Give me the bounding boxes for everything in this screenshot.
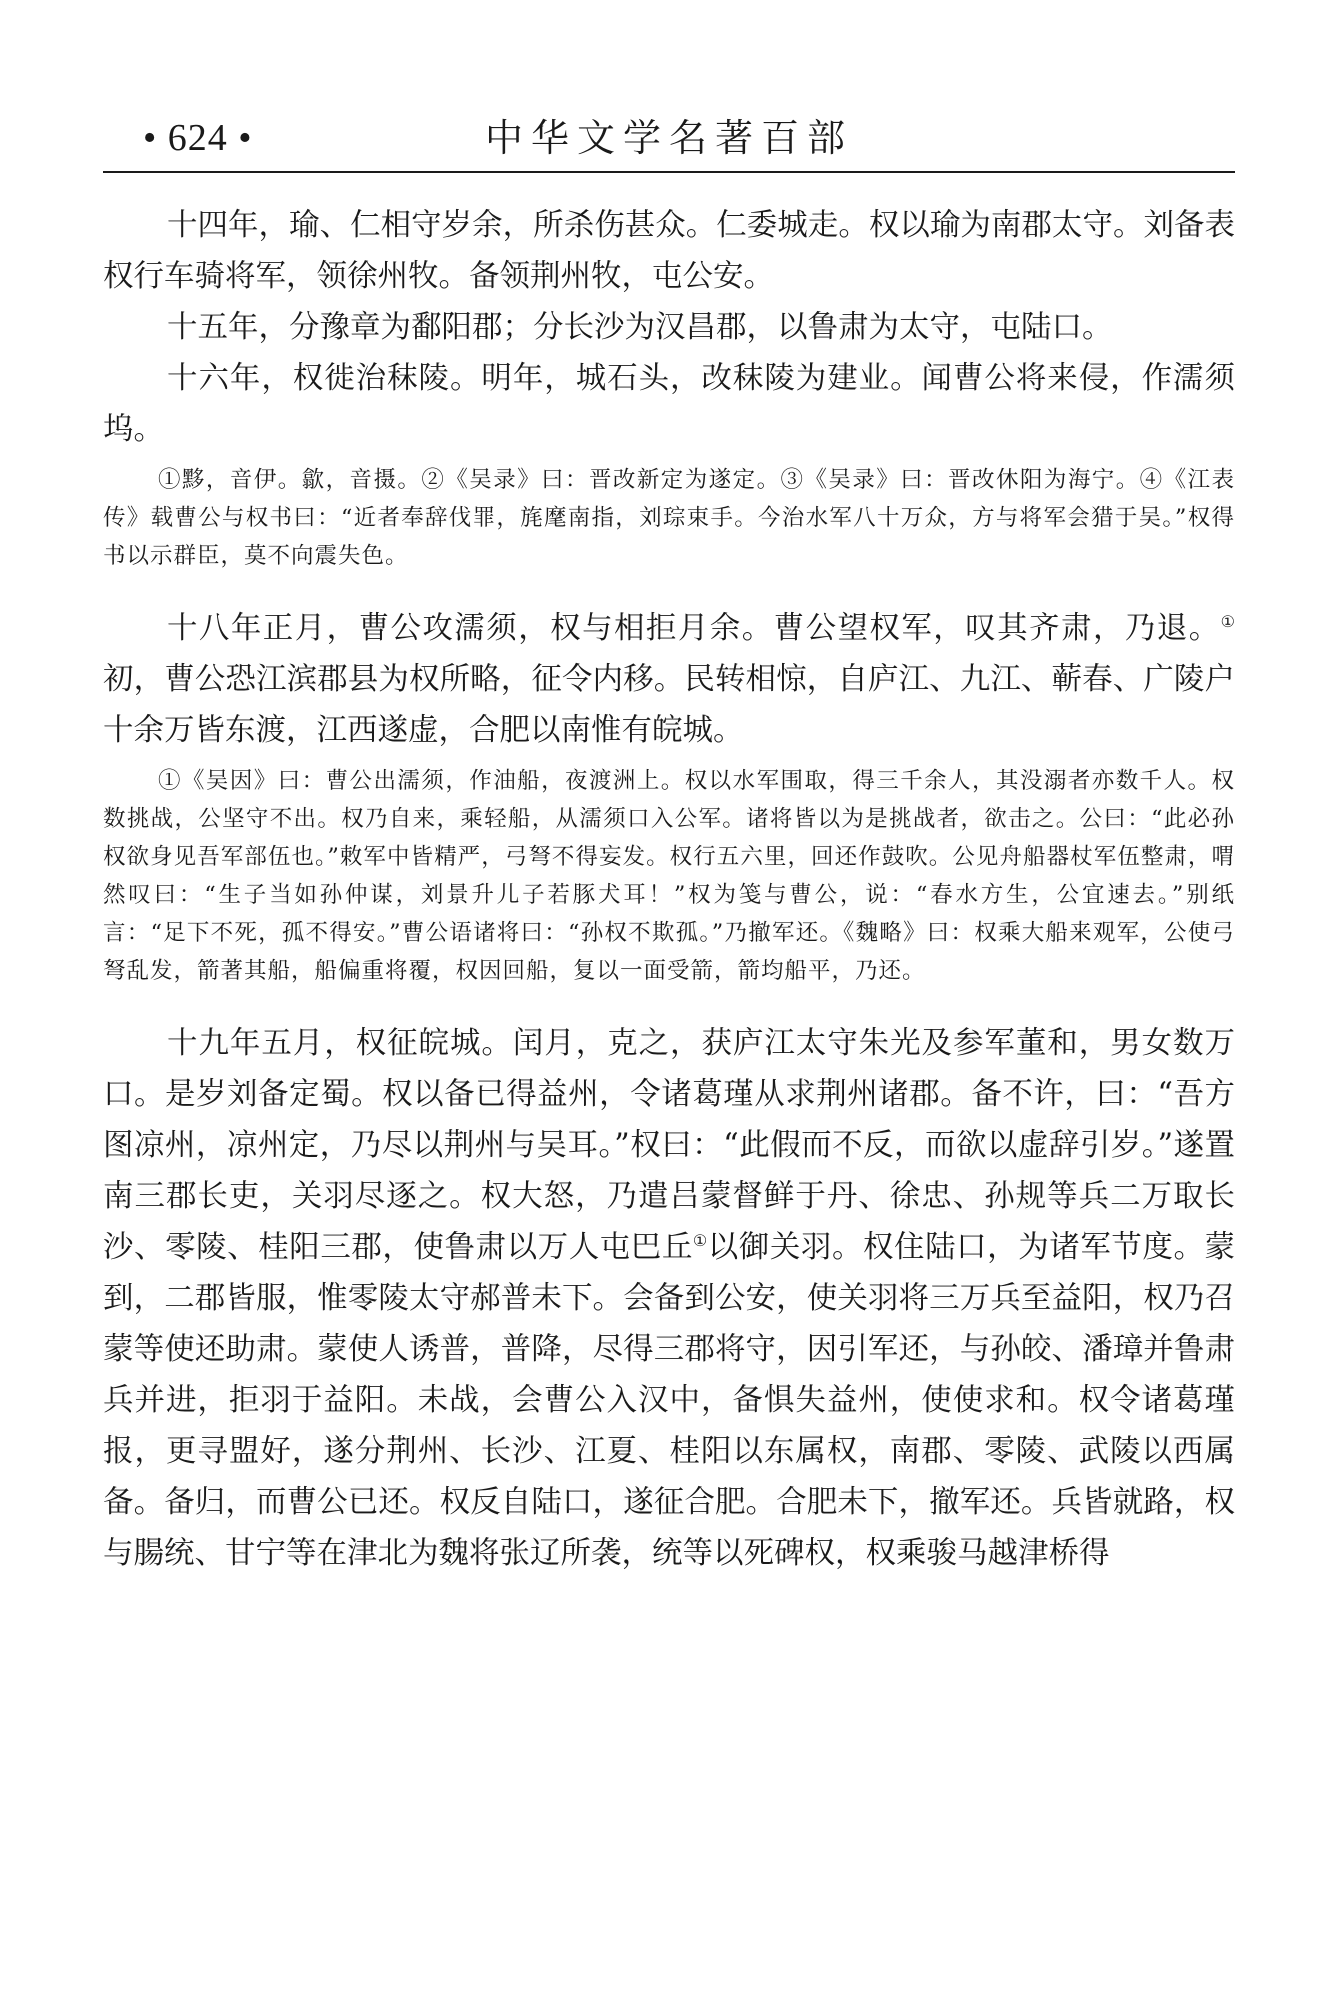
- page-body: [103, 200, 1235, 1579]
- paragraph-text: 十八年正月，曹公攻濡须，权与相拒月余。曹公望权军，叹其齐肃，乃退。: [167, 611, 1221, 646]
- header-rule: [103, 171, 1235, 173]
- main-paragraph: 十四年，瑜、仁相守岁余，所杀伤甚众。仁委城走。权以瑜为南郡太守。刘备表权行车骑将军，领徐州牧。备领荆州牧，屯公安。: [103, 208, 1235, 294]
- main-paragraph: 十五年，分豫章为鄱阳郡；分长沙为汉昌郡，以鲁肃为太守，屯陆口。: [167, 310, 1113, 345]
- paragraph-text: 初，曹公恐江滨郡县为权所略，征令内移。民转相惊，自庐江、九江、蕲春、广陵户十余万皆东渡，江西遂虚，合肥以南惟有皖城。: [103, 662, 1235, 748]
- book-title: 中华文学名著百部: [484, 116, 853, 160]
- paragraph-text: 十九年五月，权征皖城。闰月，克之，获庐江太守朱光及参军董和，男女数万口。是岁刘备定蜀。权以备已得益州，令诸葛瑾从求荆州诸郡。备不许，曰：“吾方图凉州，凉州定，乃尽以荆州与吴耳。”权曰：“此假而不反，而欲以虚辞引岁。”遂置南三郡长吏，关羽尽逐之。权大怒，乃遣吕蒙督鲜于丹、徐忠、孙规等兵二万取长沙、零陵、桂阳三郡，使鲁肃以万人屯巴丘: [103, 1026, 1235, 1265]
- page-header: [103, 108, 1235, 168]
- main-paragraph: [103, 1018, 1235, 1579]
- footnote-mark: ①: [692, 1230, 708, 1250]
- page-number: • 624 •: [143, 117, 253, 159]
- footnote-mark: ①: [1220, 611, 1235, 631]
- paragraph-text: 以御关羽。权住陆口，为诸军节度。蒙到，二郡皆服，惟零陵太守郝普未下。会备到公安，使关羽将三万兵至益阳，权乃召蒙等使还助肃。蒙使人诱普，普降，尽得三郡将守，因引军还，与孙皎、潘璋并鲁肃兵并进，拒羽于益阳。未战，会曹公入汉中，备惧失益州，使使求和。权令诸葛瑾报，更寻盟好，遂分荆州、长沙、江夏、桂阳以东属权，南郡、零陵、武陵以西属备。备归，而曹公已还。权反自陆口，遂征合肥。合肥未下，撤军还。兵皆就路，权与腸统、甘宁等在津北为魏将张辽所袭，统等以死碑权，权乘骏马越津桥得: [103, 1230, 1236, 1571]
- annotation-note: ①黟，音伊。歙，音摄。②《吴录》曰：晋改新定为遂定。③《吴录》曰：晋改休阳为海宁。④《江表传》载曹公与权书曰：“近者奉辞伐罪，旄麾南指，刘琮束手。今治水军八十万众，方与将军会猎于吴。”权得书以示群臣，莫不向震失色。: [103, 467, 1235, 569]
- annotation-note: ①《吴因》曰：曹公出濡须，作油船，夜渡洲上。权以水军围取，得三千余人，其没溺者亦数千人。权数挑战，公坚守不出。权乃自来，乘轻船，从濡须口入公军。诸将皆以为是挑战者，欲击之。公曰：“此必孙权欲身见吾军部伍也。”敕军中皆精严，弓弩不得妄发。权行五六里，回还作鼓吹。公见舟船器杖军伍整肃，喟然叹曰：“生子当如孙仲谋，刘景升儿子若豚犬耳！”权为笺与曹公，说：“春水方生，公宜速去。”别纸言：“足下不死，孤不得安。”曹公语诸将曰：“孙权不欺孤。”乃撤军还。《魏略》曰：权乘大船来观军，公使弓弩乱发，箭著其船，船偏重将覆，权因回船，复以一面受箭，箭均船平，乃还。: [103, 768, 1235, 984]
- main-paragraph: 十六年，权徙治秣陵。明年，城石头，改秣陵为建业。闻曹公将来侵，作濡须坞。: [103, 361, 1235, 447]
- main-paragraph: [103, 603, 1235, 756]
